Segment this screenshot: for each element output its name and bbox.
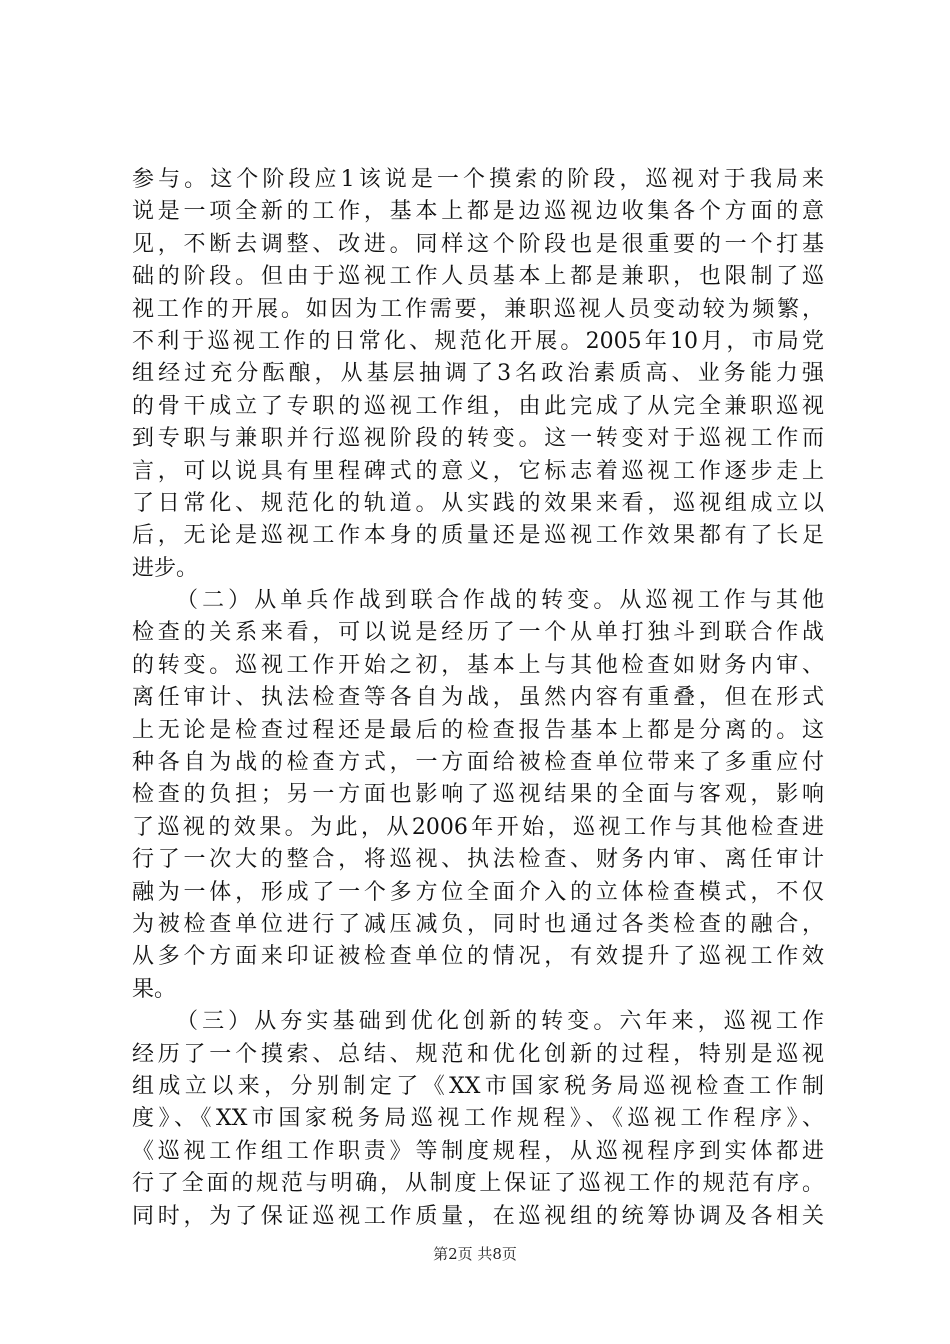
text-line: 视工作的开展。如因为工作需要，兼职巡视人员变动较为频繁， bbox=[132, 296, 824, 322]
text-line: 种各自为战的检查方式，一方面给被检查单位带来了多重应付 bbox=[132, 750, 824, 776]
text-line: 后，无论是巡视工作本身的质量还是巡视工作效果都有了长足 bbox=[132, 523, 824, 549]
text-line: 同时，为了保证巡视工作质量，在巡视组的统筹协调及各相关 bbox=[132, 1203, 824, 1229]
text-line: 度》、《XX市国家税务局巡视工作规程》、《巡视工作程序》、 bbox=[132, 1106, 824, 1132]
text-line: 为被检查单位进行了减压减负，同时也通过各类检查的融合， bbox=[132, 911, 824, 937]
text-line: 了日常化、规范化的轨道。从实践的效果来看，巡视组成立以 bbox=[132, 490, 824, 516]
text-line: 进步。 bbox=[132, 555, 199, 581]
text-line: 见，不断去调整、改进。同样这个阶段也是很重要的一个打基 bbox=[132, 231, 824, 257]
text-line: 融为一体，形成了一个多方位全面介入的立体检查模式，不仅 bbox=[132, 879, 824, 905]
text-line: 参与。这个阶段应1该说是一个摸索的阶段，巡视对于我局来 bbox=[132, 167, 824, 192]
text-line: 到专职与兼职并行巡视阶段的转变。这一转变对于巡视工作而 bbox=[132, 426, 824, 452]
text-line: 果。 bbox=[132, 976, 177, 1002]
text-line: 不利于巡视工作的日常化、规范化开展。2005年10月，市局党 bbox=[132, 328, 824, 354]
text-line: 础的阶段。但由于巡视工作人员基本上都是兼职，也限制了巡 bbox=[132, 264, 824, 290]
page-footer: 第2页 共8页 bbox=[433, 1245, 517, 1263]
text-line: 上无论是检查过程还是最后的检查报告基本上都是分离的。这 bbox=[132, 717, 824, 743]
text-line: 从多个方面来印证被检查单位的情况，有效提升了巡视工作效 bbox=[132, 944, 824, 970]
text-line: 组经过充分酝酿，从基层抽调了3名政治素质高、业务能力强 bbox=[132, 361, 824, 387]
text-line: 的转变。巡视工作开始之初，基本上与其他检查如财务内审、 bbox=[132, 652, 824, 678]
text-line: （二）从单兵作战到联合作战的转变。从巡视工作与其他 bbox=[176, 588, 824, 614]
text-line: 说是一项全新的工作，基本上都是边巡视边收集各个方面的意 bbox=[132, 199, 824, 225]
text-line: 检查的负担；另一方面也影响了巡视结果的全面与客观，影响 bbox=[132, 782, 824, 808]
text-line: 经历了一个摸索、总结、规范和优化创新的过程，特别是巡视 bbox=[132, 1041, 824, 1067]
text-line: 了巡视的效果。为此，从2006年开始，巡视工作与其他检查进 bbox=[132, 814, 824, 840]
text-line: 组成立以来，分别制定了《XX市国家税务局巡视检查工作制 bbox=[132, 1073, 824, 1099]
text-line: 行了一次大的整合，将巡视、执法检查、财务内审、离任审计 bbox=[132, 847, 824, 873]
text-line: 检查的关系来看，可以说是经历了一个从单打独斗到联合作战 bbox=[132, 620, 824, 646]
text-line: 离任审计、执法检查等各自为战，虽然内容有重叠，但在形式 bbox=[132, 685, 824, 711]
document-body bbox=[132, 164, 824, 1233]
text-line: 言，可以说具有里程碑式的意义，它标志着巡视工作逐步走上 bbox=[132, 458, 824, 484]
text-line: （三）从夯实基础到优化创新的转变。六年来，巡视工作 bbox=[176, 1009, 824, 1035]
text-line: 行了全面的规范与明确，从制度上保证了巡视工作的规范有序。 bbox=[132, 1171, 824, 1197]
text-line: 的骨干成立了专职的巡视工作组，由此完成了从完全兼职巡视 bbox=[132, 393, 824, 419]
text-line: 《巡视工作组工作职责》等制度规程，从巡视程序到实体都进 bbox=[132, 1138, 824, 1164]
